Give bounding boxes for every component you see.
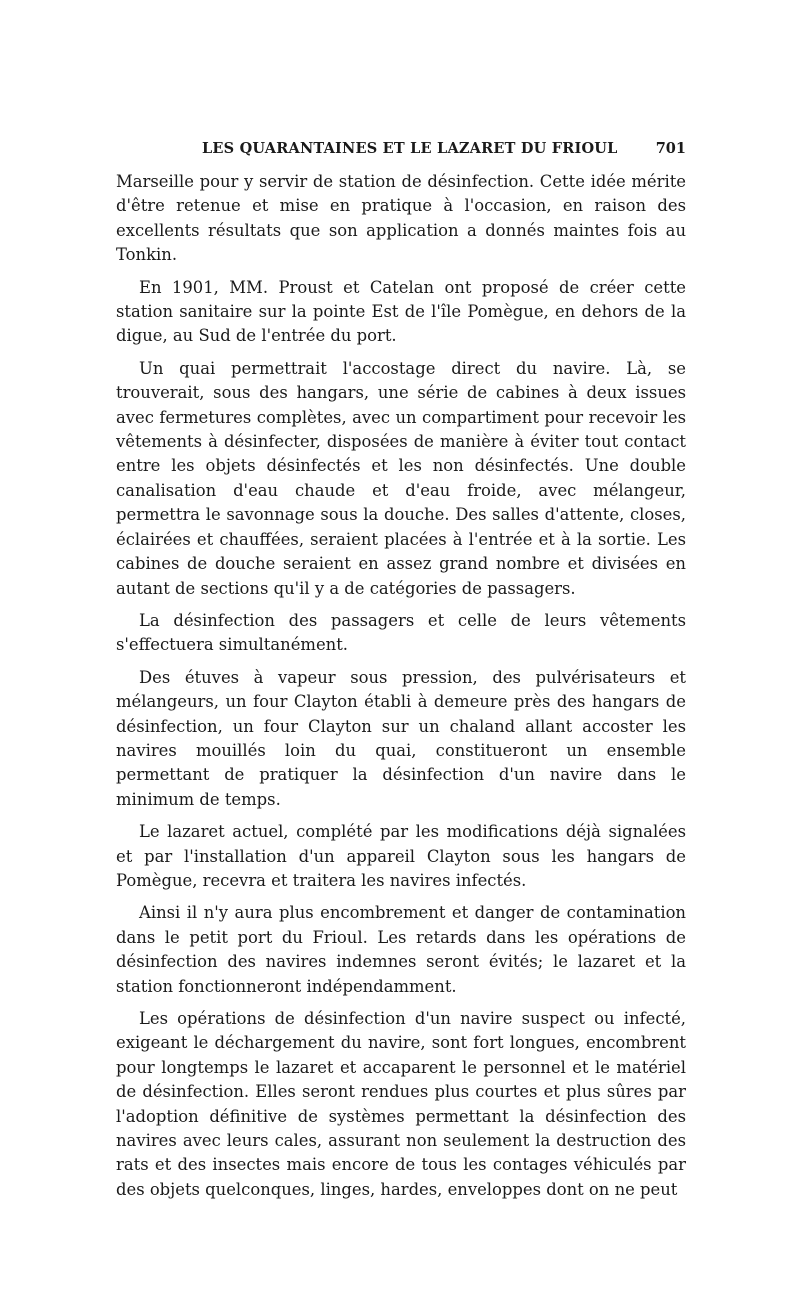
body-text: [116, 170, 686, 1202]
paragraph-8: Les opérations de désinfection d'un navire suspect ou infecté, exigeant le déchargement du navire, sont fort longues, encombrent pour longtemps le lazaret et accaparent le personnel et le matériel de désinfection. Elles seront rendues plus courtes et plus sûres par l'adoption définitive de systèmes permettant la désinfection des navires avec leurs cales, assurant non seulement la destruction des rats et des insectes mais encore de tous les contages véhiculés par des objets quelconques, linges, hardes, enveloppes dont on ne peut: [116, 1009, 686, 1199]
paragraph-3: Un quai permettrait l'accostage direct du navire. Là, se trouverait, sous des hangars, une série de cabines à deux issues avec fermetures complètes, avec un compartiment pour recevoir les vêtements à désinfecter, disposées de manière à éviter tout contact entre les objets désinfectés et les non désinfectés. Une double canalisation d'eau chaude et d'eau froide, avec mélangeur, permettra le savonnage sous la douche. Des salles d'attente, closes, éclairées et chauffées, seraient placées à l'entrée et à la sortie. Les cabines de douche seraient en assez grand nombre et divisées en autant de sections qu'il y a de catégories de passagers.: [116, 358, 686, 598]
paragraph-1: Marseille pour y servir de station de désinfection. Cette idée mérite d'être retenue et mise en pratique à l'occasion, en raison des excellents résultats que son application a donnés maintes fois au Tonkin.: [116, 172, 686, 265]
running-title: LES QUARANTAINES ET LE LAZARET DU FRIOUL: [202, 140, 618, 157]
paragraph-4: La désinfection des passagers et celle de leurs vêtements s'effectuera simultanément.: [116, 610, 686, 655]
paragraph-2: En 1901, MM. Proust et Catelan ont proposé de créer cette station sanitaire sur la pointe Est de l'île Pomègue, en dehors de la digue, au Sud de l'entrée du port.: [116, 277, 686, 346]
page-number: 701: [655, 140, 686, 157]
document-page: [116, 140, 686, 1210]
paragraph-5: Des étuves à vapeur sous pression, des pulvérisateurs et mélangeurs, un four Clayton établi à demeure près des hangars de désinfection, un four Clayton sur un chaland allant accoster les navires mouillés loin du quai, constitueront un ensemble permettant de pratiquer la désinfection d'un navire dans le minimum de temps.: [116, 667, 686, 809]
paragraph-7: Ainsi il n'y aura plus encombrement et danger de contamination dans le petit port du Frioul. Les retards dans les opérations de désinfection des navires indemnes seront évités; le lazaret et la station fonctionneront indépendamment.: [116, 903, 686, 996]
paragraph-6: Le lazaret actuel, complété par les modifications déjà signalées et par l'installation d'un appareil Clayton sous les hangars de Pomègue, recevra et traitera les navires infectés.: [116, 822, 686, 890]
running-head: [116, 140, 686, 164]
